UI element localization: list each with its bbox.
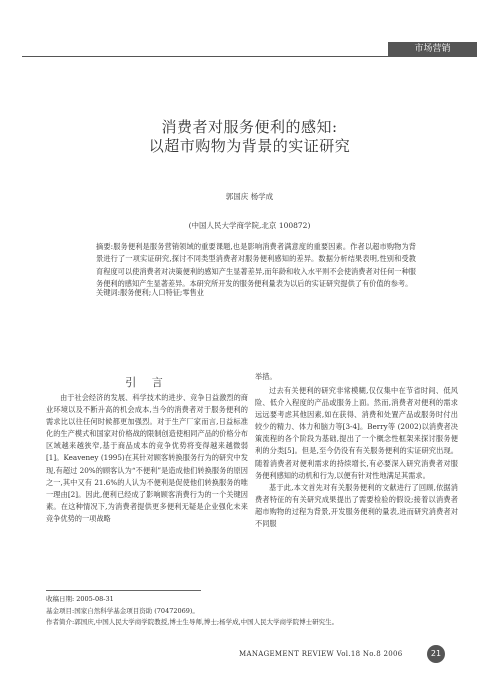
header-rule	[22, 56, 477, 57]
affiliation: (中国人民大学商学院,北京 100872)	[188, 221, 311, 230]
authors: 郭国庆 杨学成	[225, 192, 274, 201]
page-number: 21	[427, 645, 445, 663]
keywords: 关键词:服务便利;人口特征;零售业	[96, 288, 204, 297]
intro-right-paragraph-2: 基于此,本文首先对有关服务便利的文献进行了回顾,依据消费者特征的有关研究成果提出了需要检验的假设;接着以消费者超市购物的过程为背景,开发服务便利的量表,进而研究消费者对不同服	[255, 482, 458, 529]
footnote-fund: 基金项目:国家自然科学基金项目资助 (70472069)。	[46, 607, 199, 615]
intro-left-column: 由于社会经济的发展、科学技术的进步、竞争日益激烈的商业环境以及不断升高的机会成本,当今的消费者对于服务便利的需求比以往任何时候都更加强烈。对于生产厂家而言,日益标准化的生产模式和国家对价格战的限制创造使相同产品的价格分布区域越来越狭窄,基于商品成本的竞争优势将变得越来越微弱[1]。Keaveney (1995)在其针对顾客转换服务行为的研究中发现,有超过 20%的顾客认为“不便利”是造成他们转换服务的原因之一,其中又有 21.6%的人认为不便利是促使他们转换服务的唯一理由[2]。因此,便利已经成了影响顾客消费行为的一个关键因素。在这种情况下,为消费者提供更多便利无疑是企业强化未来竞争优势的一项战略	[46, 393, 248, 523]
title-line-1: 消费者对服务便利的感知:	[161, 118, 338, 136]
section-heading-intro: 引 言	[125, 376, 169, 389]
footnote-rule	[46, 590, 201, 591]
journal-footer: MANAGEMENT REVIEW Vol.18 No.8 2006	[239, 650, 403, 658]
section-tag: 市场营销	[388, 42, 477, 57]
footnote-bio: 作者简介:郭国庆,中国人民大学商学院教授,博士生导师,博士;杨学成,中国人民大学商学院博士研究生。	[46, 618, 339, 626]
footnote-received: 收稿日期: 2005-08-31	[46, 595, 114, 603]
intro-right-column	[255, 385, 458, 530]
intro-right-continuation: 举措。	[255, 372, 277, 381]
intro-right-paragraph-1: 过去有关便利的研究非常模糊,仅仅集中在节省时间、低风险、低介入程度的产品或服务上面。然而,消费者对便利的需求远远要考虑其他因素,如在获得、消费和处置产品或服务时付出较少的精力、体力和脑力等[3-4]。Berry等 (2002)以消费者决策流程的各个阶段为基础,提出了一个概念性框架来探讨服务便利的分类[5]。但是,至今仍没有有关服务便利的实证研究出现。随着消费者对便利需求的持续增长,有必要深入研究消费者对服务便利感知的动机和行为,以便有针对性地满足其需求。	[255, 386, 458, 480]
title-line-2: 以超市购物为背景的实证研究	[148, 137, 351, 155]
abstract: 摘要:服务便利是服务营销领域的重要课题,也是影响消费者满意度的重要因素。作者以超市购物为背景进行了一项实证研究,探讨不同类型消费者对服务便利感知的差异。数据分析结果表明,性别和受教育程度可以使消费者对决策便利的感知产生显著差异,而年龄和收入水平则不会使消费者对任何一种服务便利的感知产生显著差异。本研究所开发的服务便利量表为以后的实证研究提供了有价值的参考。	[96, 242, 416, 288]
